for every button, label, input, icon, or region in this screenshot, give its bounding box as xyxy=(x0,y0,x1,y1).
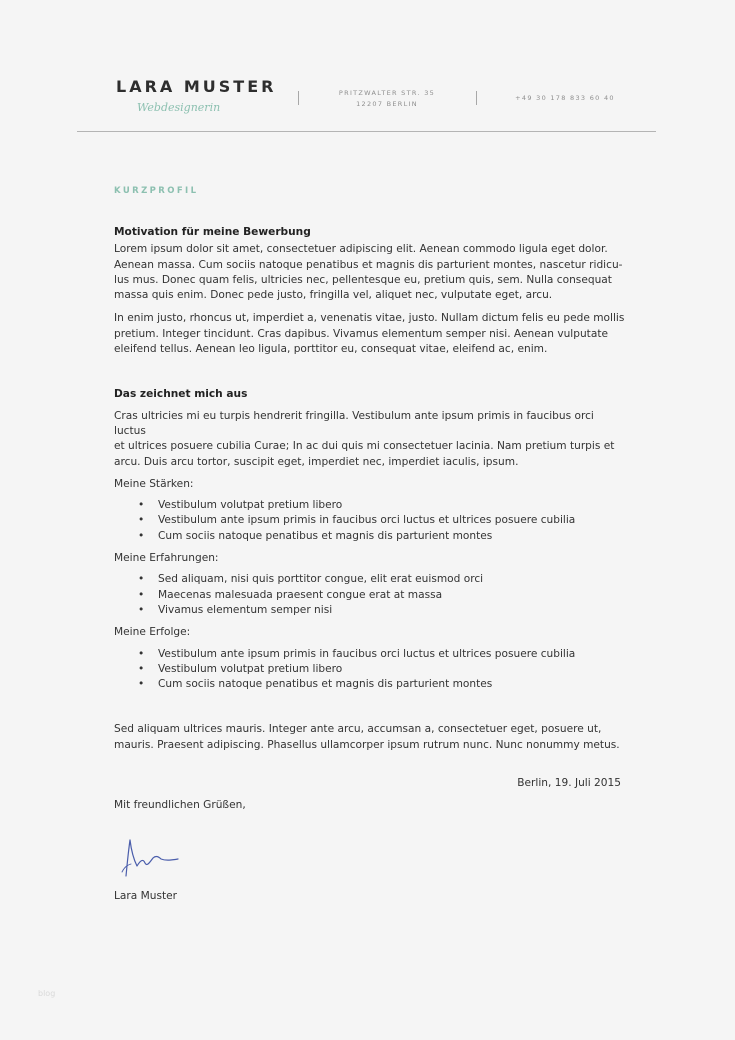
text-line: lus mus. Donec quam felis, ultricies nec, pellentesque eu, pretium quis, sem. Nulla consequat xyxy=(114,273,612,286)
list-item: • Maecenas malesuada praesent congue erat at massa xyxy=(114,588,626,603)
list-label: Meine Stärken: xyxy=(114,477,194,490)
text-line: pretium. Integer tincidunt. Cras dapibus. Vivamus elementum semper nisi. Aenean vulputate xyxy=(114,327,609,340)
list-item: • Cum sociis natoque penatibus et magnis dis parturient montes xyxy=(114,677,626,692)
achievements-list xyxy=(114,647,626,693)
closing-paragraph xyxy=(114,722,626,753)
text-line: arcu. Duis arcu tortor, suscipit eget, imperdiet nec, imperdiet iaculis, ipsum. xyxy=(114,455,519,468)
text-line: eleifend tellus. Aenean leo ligula, porttitor eu, consequat vitae, eleifend ac, enim. xyxy=(114,343,548,356)
header-divider xyxy=(298,91,299,105)
section-title: KURZPROFIL xyxy=(114,186,199,196)
traits-heading: Das zeichnet mich aus xyxy=(114,388,248,401)
list-item: • Sed aliquam, nisi quis porttitor congue, elit erat euismod orci xyxy=(114,572,626,587)
list-item: • Vestibulum volutpat pretium libero xyxy=(114,662,626,677)
text-line: massa quis enim. Donec pede justo, fringilla vel, aliquet nec, vulputate eget, arcu. xyxy=(114,289,553,302)
list-item: • Vestibulum ante ipsum primis in faucibus orci luctus et ultrices posuere cubilia xyxy=(114,513,626,528)
motivation-paragraph xyxy=(114,242,626,303)
sender-name: Lara Muster xyxy=(114,890,178,902)
watermark: blog xyxy=(38,989,56,998)
signature-image xyxy=(112,828,182,888)
list-item: • Cum sociis natoque penatibus et magnis dis parturient montes xyxy=(114,529,626,544)
phone-number: +49 30 178 833 60 40 xyxy=(515,94,615,102)
job-title: Webdesignerin xyxy=(137,101,221,114)
address-city: 12207 BERLIN xyxy=(356,100,418,108)
address-street: PRITZWALTER STR. 35 xyxy=(338,89,436,97)
letter-date: Berlin, 19. Juli 2015 xyxy=(517,777,621,789)
applicant-name: LARA MUSTER xyxy=(116,77,277,96)
motivation-heading: Motivation für meine Bewerbung xyxy=(114,226,311,238)
list-item: • Vestibulum ante ipsum primis in faucibus orci luctus et ultrices posuere cubilia xyxy=(114,647,626,662)
text-line: Sed aliquam ultrices mauris. Integer ante arcu, accumsan a, consectetuer eget, posuere ut, xyxy=(114,723,602,736)
experience-list xyxy=(114,572,626,618)
list-label: Meine Erfolge: xyxy=(114,626,191,639)
motivation-paragraph xyxy=(114,311,626,357)
text-line: Lorem ipsum dolor sit amet, consectetuer adipiscing elit. Aenean commodo ligula eget dolor. xyxy=(114,243,608,256)
letter-body xyxy=(114,225,626,753)
traits-intro xyxy=(114,409,626,470)
text-line: mauris. Praesent adipiscing. Phasellus ullamcorper ipsum rutrum nunc. Nunc nonummy metus. xyxy=(114,738,620,751)
header-divider xyxy=(476,91,477,105)
text-line: et ultrices posuere cubilia Curae; In ac dui quis mi consectetuer lacinia. Nam pretium turpis et xyxy=(114,440,615,453)
list-item: • Vestibulum volutpat pretium libero xyxy=(114,498,626,513)
text-line: Aenean massa. Cum sociis natoque penatibus et magnis dis parturient montes, nascetur ridicu- xyxy=(114,258,623,271)
header-rule xyxy=(77,131,656,132)
text-line: Cras ultricies mi eu turpis hendrerit fringilla. Vestibulum ante ipsum primis in faucibus orci luctus xyxy=(114,409,594,437)
text-line: In enim justo, rhoncus ut, imperdiet a, venenatis vitae, justo. Nullam dictum felis eu pede mollis xyxy=(114,312,625,325)
greeting: Mit freundlichen Grüßen, xyxy=(114,799,246,811)
list-item: • Vivamus elementum semper nisi xyxy=(114,603,626,618)
list-label: Meine Erfahrungen: xyxy=(114,552,219,565)
address-block xyxy=(320,88,454,110)
strengths-list xyxy=(114,498,626,544)
